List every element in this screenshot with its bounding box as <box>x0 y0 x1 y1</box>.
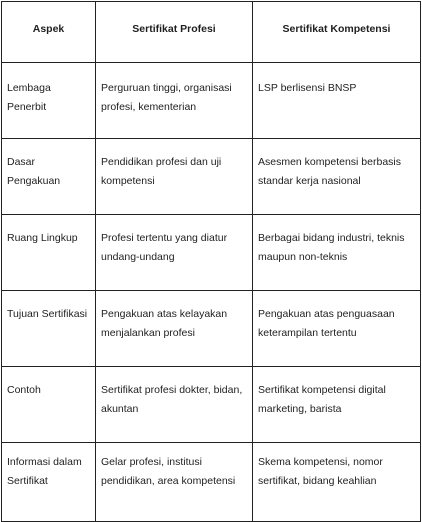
profesi-cell: Sertifikat profesi dokter, bidan, akuntan <box>96 367 253 443</box>
table-row <box>2 443 421 522</box>
header-aspek: Aspek <box>2 2 96 63</box>
header-sertifikat-kompetensi: Sertifikat Kompetensi <box>253 2 421 63</box>
kompetensi-cell: Skema kompetensi, nomor sertifikat, bidang keahlian <box>253 443 421 522</box>
table-header-row <box>2 2 421 63</box>
row-aspect-cell: Ruang Lingkup <box>2 215 96 291</box>
row-aspect-cell: Lembaga Penerbit <box>2 63 96 139</box>
row-aspect-cell: Tujuan Sertifikasi <box>2 291 96 367</box>
row-aspect-cell: Contoh <box>2 367 96 443</box>
kompetensi-cell: Sertifikat kompetensi digital marketing, barista <box>253 367 421 443</box>
profesi-cell: Profesi tertentu yang diatur undang-undang <box>96 215 253 291</box>
row-aspect-cell: Informasi dalam Sertifikat <box>2 443 96 522</box>
profesi-cell: Pendidikan profesi dan uji kompetensi <box>96 139 253 215</box>
table-row <box>2 291 421 367</box>
kompetensi-cell: Berbagai bidang industri, teknis maupun non-teknis <box>253 215 421 291</box>
table-row <box>2 367 421 443</box>
kompetensi-cell: Pengakuan atas penguasaan keterampilan tertentu <box>253 291 421 367</box>
kompetensi-cell: Asesmen kompetensi berbasis standar kerja nasional <box>253 139 421 215</box>
row-aspect-cell: Dasar Pengakuan <box>2 139 96 215</box>
table-row <box>2 215 421 291</box>
table-row <box>2 63 421 139</box>
header-sertifikat-profesi: Sertifikat Profesi <box>96 2 253 63</box>
profesi-cell: Perguruan tinggi, organisasi profesi, kementerian <box>96 63 253 139</box>
table-row <box>2 139 421 215</box>
comparison-table-container <box>1 1 420 522</box>
profesi-cell: Pengakuan atas kelayakan menjalankan profesi <box>96 291 253 367</box>
comparison-table <box>1 1 421 522</box>
profesi-cell: Gelar profesi, institusi pendidikan, area kompetensi <box>96 443 253 522</box>
kompetensi-cell: LSP berlisensi BNSP <box>253 63 421 139</box>
